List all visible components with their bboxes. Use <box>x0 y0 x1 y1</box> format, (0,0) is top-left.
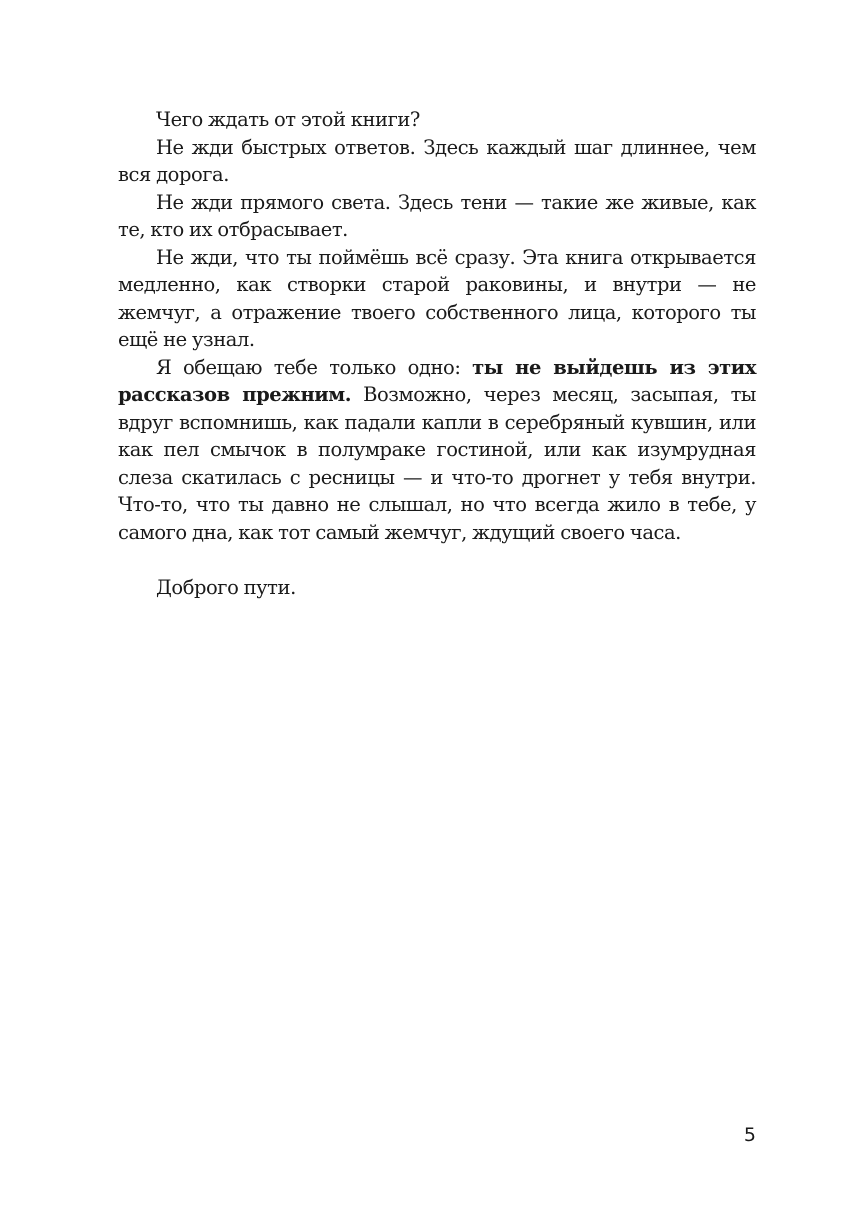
body-text <box>118 106 756 601</box>
paragraph-question: Чего ждать от этой книги? <box>156 108 420 131</box>
paragraph-understand: Не жди, что ты поймёшь всё сразу. Эта книга открывается медленно, как створки старой раковины, и внутри — не жемчуг, а отражение твоего собственного лица, которого ты ещё не узнал. <box>118 245 756 351</box>
page-number: 5 <box>743 1124 756 1146</box>
paragraph-direct-light: Не жди прямого света. Здесь тени — такие же живые, как те, кто их отбрасывает. <box>118 190 756 241</box>
promise-bold: ты не выйдешь из этих рассказов прежним. <box>118 355 756 406</box>
paragraph-fast-answers: Не жди быстрых ответов. Здесь каждый шаг длиннее, чем вся дорога. <box>118 135 756 186</box>
paragraph-farewell: Доброго пути. <box>156 575 296 599</box>
paragraph-promise <box>118 354 756 547</box>
promise-intro: Я обещаю тебе только одно: <box>156 355 473 379</box>
promise-rest: Возможно, через месяц, засыпая, ты вдруг вспомнишь, как падали капли в серебряный кувшин, или как пел смычок в полумраке гостиной, или как изумрудная слеза скатилась с ресницы — и что-то дрогнет у тебя внутри. Что-то, что ты давно не слышал, но что всегда жило в тебе, у самого дна, как тот самый жемчуг, ждущий своего часа. <box>118 383 756 544</box>
